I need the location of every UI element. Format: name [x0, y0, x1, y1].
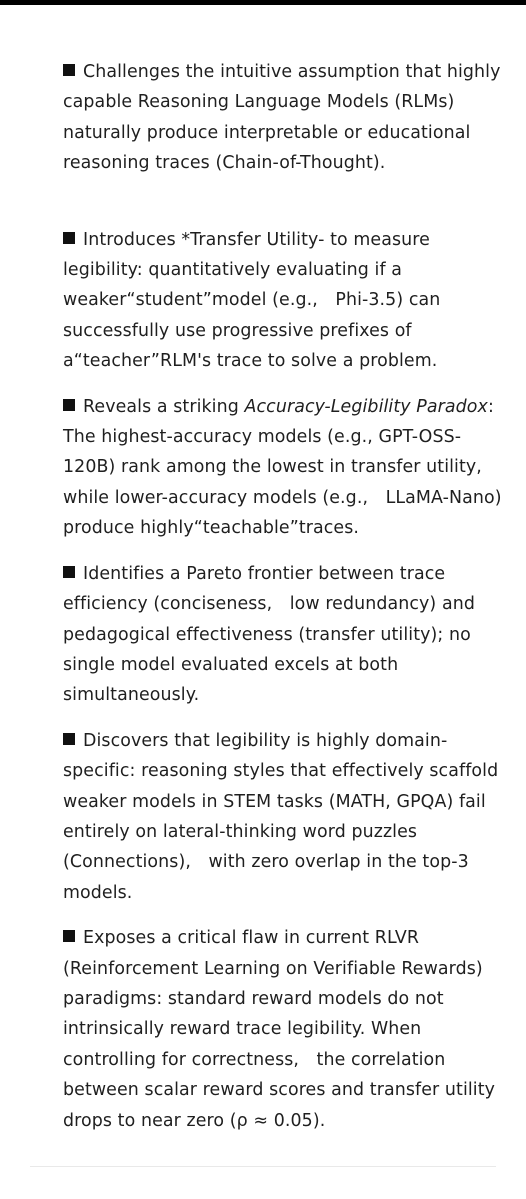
- bullet-item-domain-specific: [63, 726, 503, 908]
- bullet-text: Discovers that legibility is highly domain-specific: reasoning styles that effectively scaffold weaker models in STEM tasks (MATH, GPQA) fail entirely on lateral-thinking word puzzles (Connections), with zero overlap in the top-3 models.: [63, 730, 499, 903]
- square-bullet-icon: [63, 64, 75, 76]
- summary-list: [63, 57, 503, 1136]
- top-status-bar: [0, 0, 526, 5]
- bullet-item-challenges: [63, 57, 503, 179]
- bullet-text: Introduces *Transfer Utility- to measure legibility: quantitatively evaluating if a weaker“student”model (e.g., Phi-3.5) can successfully use progressive prefixes of a“teacher”RLM's trace to solve a problem.: [63, 229, 441, 372]
- bullet-item-pareto: [63, 559, 503, 711]
- square-bullet-icon: [63, 232, 75, 244]
- bullet-text: Identifies a Pareto frontier between trace efficiency (conciseness, low redundancy) and pedagogical effectiveness (transfer utility); no single model evaluated excels at both simultaneously.: [63, 563, 475, 706]
- bullet-item-paradox: [63, 392, 503, 544]
- square-bullet-icon: [63, 930, 75, 942]
- square-bullet-icon: [63, 733, 75, 745]
- bullet-text: Exposes a critical flaw in current RLVR (Reinforcement Learning on Verifiable Rewards) paradigms: standard reward models do not intrinsically reward trace legibility. When controlling for correctness, the correlation between scalar reward scores and transfer utility drops to near zero (ρ ≈ 0.05).: [63, 928, 496, 1131]
- bullet-text-suffix: : The highest-accuracy models (e.g., GPT-OSS-120B) rank among the lowest in transfer utility, while lower-accuracy models (e.g., LLaMA-Nano) produce highly“teachable”traces.: [63, 396, 502, 539]
- square-bullet-icon: [63, 566, 75, 578]
- bottom-divider: [30, 1166, 496, 1167]
- bullet-text-prefix: Reveals a striking: [83, 396, 245, 417]
- bullet-item-rlvr-flaw: [63, 923, 503, 1136]
- paradox-emphasis: Accuracy-Legibility Paradox: [244, 396, 488, 417]
- bullet-item-transfer-utility: [63, 225, 503, 377]
- bullet-text: Challenges the intuitive assumption that highly capable Reasoning Language Models (RLMs) naturally produce interpretable or educational reasoning traces (Chain-of-Thought).: [63, 62, 501, 174]
- square-bullet-icon: [63, 399, 75, 411]
